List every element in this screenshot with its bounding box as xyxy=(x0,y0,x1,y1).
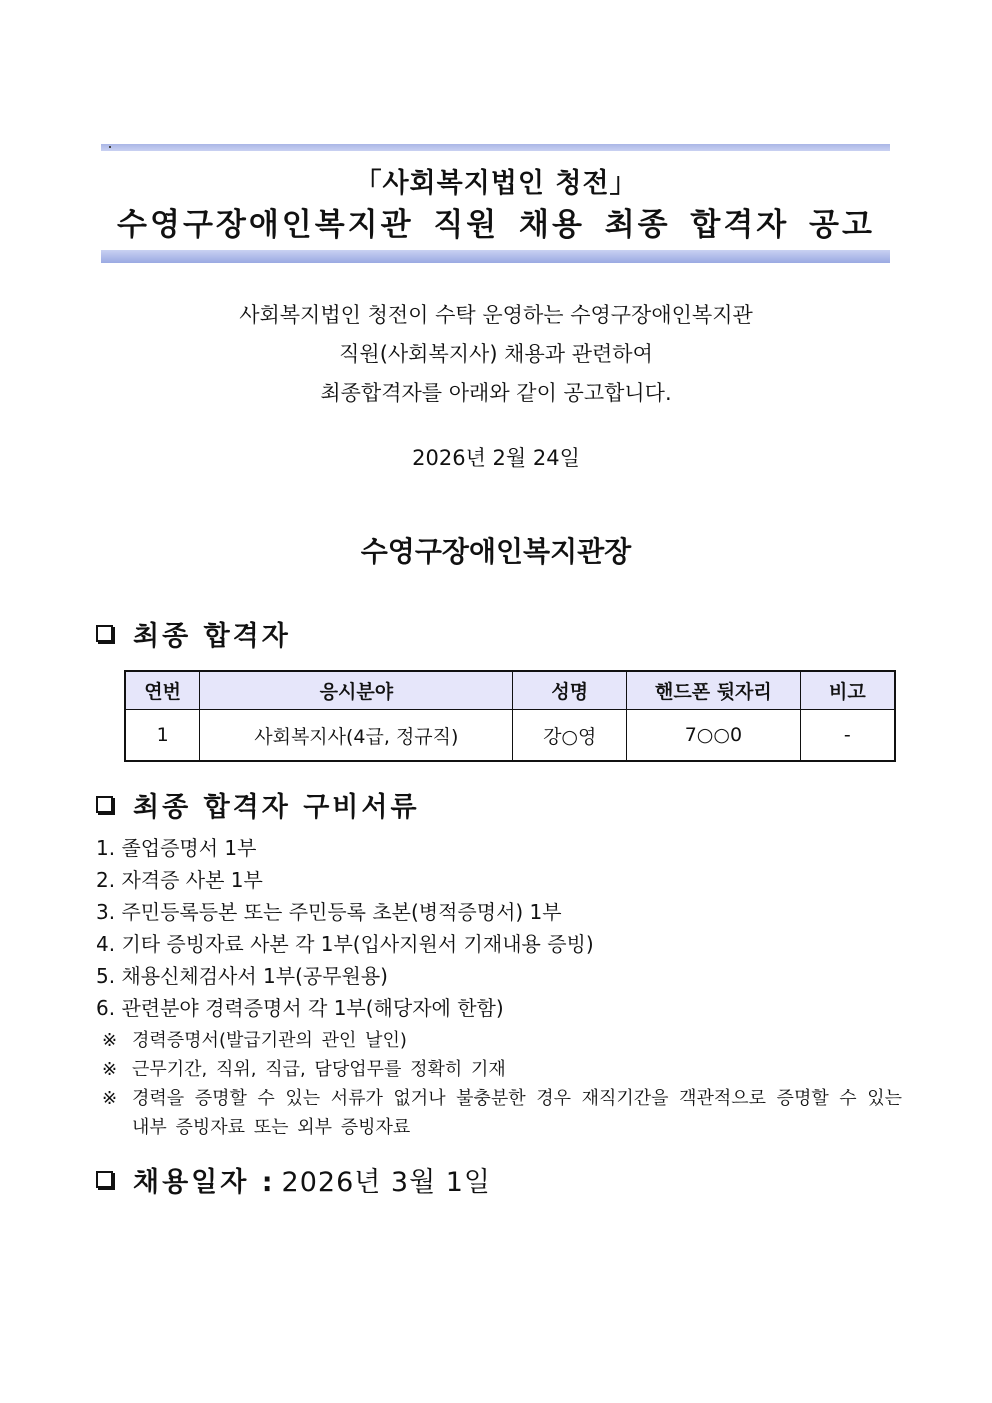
header-bottom-band xyxy=(101,250,890,263)
hire-date-value: 2026년 3월 1일 xyxy=(281,1167,492,1198)
cell-field: 사회복지사(4급, 정규직) xyxy=(200,710,513,762)
page-title: 수영구장애인복지관 직원 채용 최종 합격자 공고 xyxy=(117,207,875,243)
checkbox-icon xyxy=(96,1171,113,1188)
cell-name: 강○영 xyxy=(513,710,627,762)
note-mark: ※ xyxy=(102,1030,118,1051)
cell-phone: 7○○0 xyxy=(627,710,801,762)
finalists-table xyxy=(124,670,896,762)
note-item xyxy=(96,1055,902,1084)
table-header-row xyxy=(125,671,895,710)
section-title: 최종 합격자 xyxy=(133,621,291,652)
list-item: 5. 채용신체검사서 1부(공무원용) xyxy=(96,964,388,988)
section-title: 최종 합격자 구비서류 xyxy=(133,792,420,823)
checkbox-icon xyxy=(96,625,113,642)
intro-paragraph xyxy=(0,296,992,413)
list-item: 6. 관련분야 경력증명서 각 1부(해당자에 한함) xyxy=(96,996,504,1020)
announcement-date: 2026년 2월 24일 xyxy=(412,446,580,470)
column-header-remarks: 비고 xyxy=(800,671,895,710)
note-text: 근무기간, 직위, 직급, 담당업무를 정확히 기재 xyxy=(132,1059,506,1080)
section-finalists-heading xyxy=(96,614,291,653)
decorative-dot xyxy=(109,146,111,148)
list-item: 2. 자격증 사본 1부 xyxy=(96,868,263,892)
checkbox-icon xyxy=(96,796,113,813)
list-item: 4. 기타 증빙자료 사본 각 1부(입사지원서 기재내용 증빙) xyxy=(96,932,594,956)
documents-list xyxy=(96,832,594,1024)
column-header-phone: 핸드폰 뒷자리 xyxy=(627,671,801,710)
intro-line: 사회복지법인 청전이 수탁 운영하는 수영구장애인복지관 xyxy=(239,303,753,327)
intro-line: 직원(사회복지사) 채용과 관련하여 xyxy=(339,342,653,366)
organization-signature: 수영구장애인복지관장 xyxy=(360,535,632,568)
table-row xyxy=(125,710,895,762)
cell-number: 1 xyxy=(125,710,200,762)
cell-remarks: - xyxy=(800,710,895,762)
intro-line: 최종합격자를 아래와 같이 공고합니다. xyxy=(320,381,672,405)
note-item xyxy=(96,1084,902,1142)
documents-notes xyxy=(96,1026,902,1142)
section-hire-date-heading xyxy=(96,1160,491,1199)
column-header-field: 응시분야 xyxy=(200,671,513,710)
title-line-1: 「사회복지법인 청전」 xyxy=(354,168,638,199)
note-mark: ※ xyxy=(102,1059,118,1080)
column-header-number: 연번 xyxy=(125,671,200,710)
list-item: 3. 주민등록등본 또는 주민등록 초본(병적증명서) 1부 xyxy=(96,900,562,924)
header-top-band xyxy=(101,144,890,151)
note-mark: ※ xyxy=(102,1088,118,1109)
column-header-name: 성명 xyxy=(513,671,627,710)
note-text: 경력증명서(발급기관의 관인 날인) xyxy=(132,1030,407,1051)
section-title: 채용일자 : xyxy=(133,1167,276,1198)
section-documents-heading xyxy=(96,785,420,824)
note-item xyxy=(96,1026,902,1055)
list-item: 1. 졸업증명서 1부 xyxy=(96,836,257,860)
note-text: 경력을 증명할 수 있는 서류가 없거나 불충분한 경우 재직기간을 객관적으로 증명할 수 있는 내부 증빙자료 또는 외부 증빙자료 xyxy=(132,1088,902,1138)
